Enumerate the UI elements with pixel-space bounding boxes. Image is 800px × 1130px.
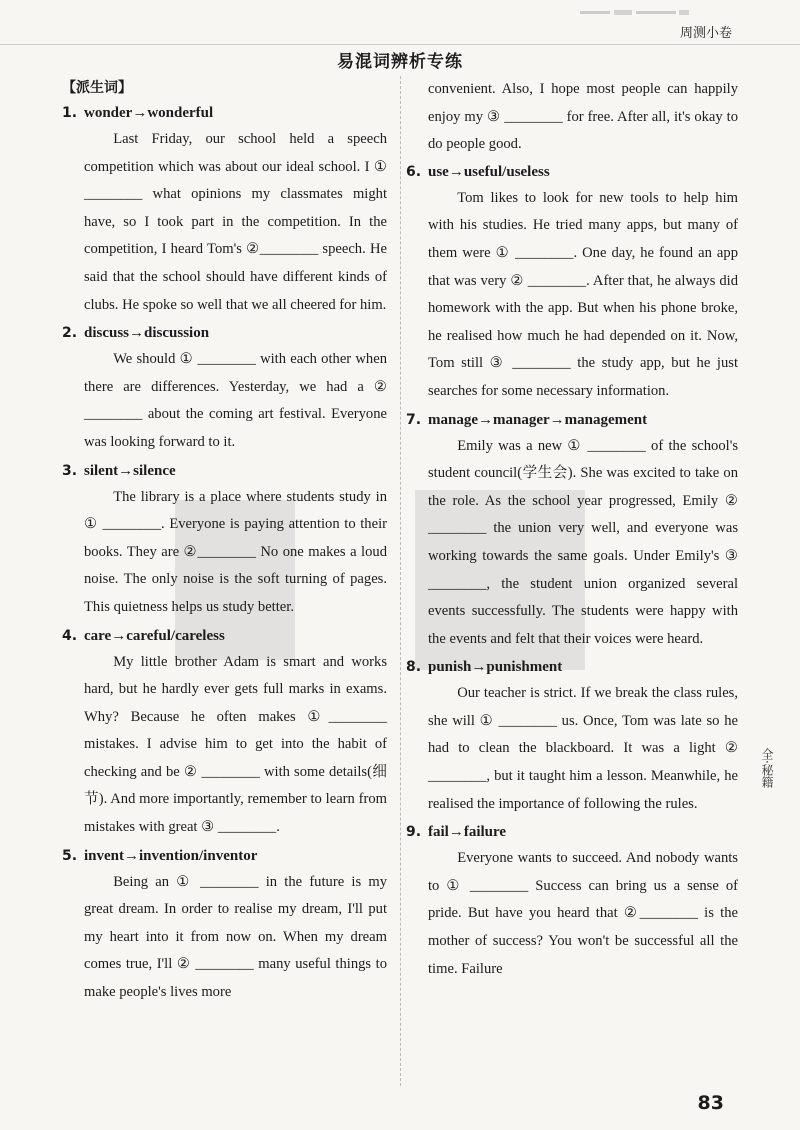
exercise-item-3 <box>62 458 387 622</box>
item-passage: The library is a place where students study in ① ________. Everyone is paying attention to their books. They are ②________ No one makes a loud noise. The only noise is the soft turning of pages. This quietness helps us study better. <box>84 488 387 615</box>
right-column <box>406 76 738 984</box>
exercise-item-1 <box>62 100 387 319</box>
item-passage: Being an ① ________ in the future is my great dream. In order to realise my dream, I'll put my heart into it from now on. When my dream comes true, I'll ② ________ many useful things to make people's lives more <box>84 873 387 1001</box>
item-word-pair: care→careful/careless <box>84 627 225 644</box>
exercise-item-2 <box>62 320 387 456</box>
item-passage: Tom likes to look for new tools to help him with his studies. He tried many apps, but many of them were ① ________. One day, he found an app that was very ② ________. After that, he always did homework with the app. But when his phone broke, he realised how much he had depended on it. Now, Tom still ③ ________ the study app, but he just searches for some necessary information. <box>428 189 738 399</box>
item-word-pair: use→useful/useless <box>428 163 550 180</box>
item-word-pair: punish→punishment <box>428 659 563 676</box>
exercise-item-5 <box>62 843 387 1007</box>
exercise-item-4 <box>62 623 387 842</box>
section-heading: 【派生词】 <box>62 80 132 96</box>
item-number: 7. <box>406 411 422 428</box>
header-decoration <box>580 8 690 18</box>
column-divider <box>400 76 401 1086</box>
item-number: 9. <box>406 824 422 841</box>
item-word-pair: wonder→wonderful <box>84 105 214 121</box>
header-rule <box>0 44 800 45</box>
page-number: 83 <box>697 1092 724 1114</box>
item-passage: My little brother Adam is smart and works hard, but he hardly ever gets full marks in exams. Why? Because he often makes ①________ mistakes. I advise him to get into the habit of checking and be ② ________ with some details(细节). And more importantly, remember to learn from mistakes with great ③ ________. <box>84 653 387 836</box>
item-number: 5. <box>62 847 78 864</box>
item-number: 8. <box>406 659 422 676</box>
item-number: 3. <box>62 462 78 479</box>
item-number: 2. <box>62 325 78 342</box>
item-passage: We should ① ________ with each other when there are differences. Yesterday, we had a ② ________ about the coming art festival. Everyone was looking forward to it. <box>84 351 387 450</box>
side-tab-label: 全·秘籍 <box>760 748 774 788</box>
exercise-item-6 <box>406 159 738 406</box>
item-passage: Our teacher is strict. If we break the class rules, she will ① ________ us. Once, Tom was late so he had to clean the blackboard. It was a light ② ________, but it taught him a lesson. Meanwhile, he realised the importance of following the rules. <box>428 685 738 812</box>
item-word-pair: discuss→discussion <box>84 325 210 342</box>
item-number: 6. <box>406 163 422 180</box>
item-number: 1. <box>62 105 78 121</box>
left-column <box>62 76 387 1008</box>
item-word-pair: fail→failure <box>428 824 507 841</box>
item-5-continuation: convenient. Also, I hope most people can happily enjoy my ③ ________ for free. After all, it's okay to do people good. <box>428 81 738 153</box>
item-word-pair: silent→silence <box>84 462 176 479</box>
page-header <box>0 0 800 44</box>
item-passage: Everyone wants to succeed. And nobody wants to ① ________ Success can bring us a sense of pride. But have you heard that ②________ is the mother of success? You won't be successful all the time. Failure <box>428 850 738 977</box>
item-word-pair: invent→invention/inventor <box>84 847 258 864</box>
item-passage: Emily was a new ① ________ of the school's student council(学生会). She was excited to take on the role. As the school year progressed, Emily ② ________ the union very well, and everyone was working towards the same goals. Under Emily's ③ ________, the student union organized several events successfully. The students were happy with the events and felt that their voices were heard. <box>428 437 738 647</box>
item-word-pair: manage→manager→management <box>428 411 648 428</box>
exercise-item-9 <box>406 819 738 983</box>
item-number: 4. <box>62 627 78 644</box>
exercise-item-8 <box>406 654 738 818</box>
item-passage: Last Friday, our school held a speech competition which was about our ideal school. I ① ________ what opinions my classmates might have, so I took part in the competition. In the competition, I heard Tom's ②________ speech. He said that the school should have different kinds of clubs. He spoke so well that we all cheered for him. <box>84 131 387 313</box>
exercise-item-7 <box>406 407 738 654</box>
page-title: 易混词辨析专练 <box>337 52 463 72</box>
header-label: 周测小卷 <box>679 26 732 41</box>
